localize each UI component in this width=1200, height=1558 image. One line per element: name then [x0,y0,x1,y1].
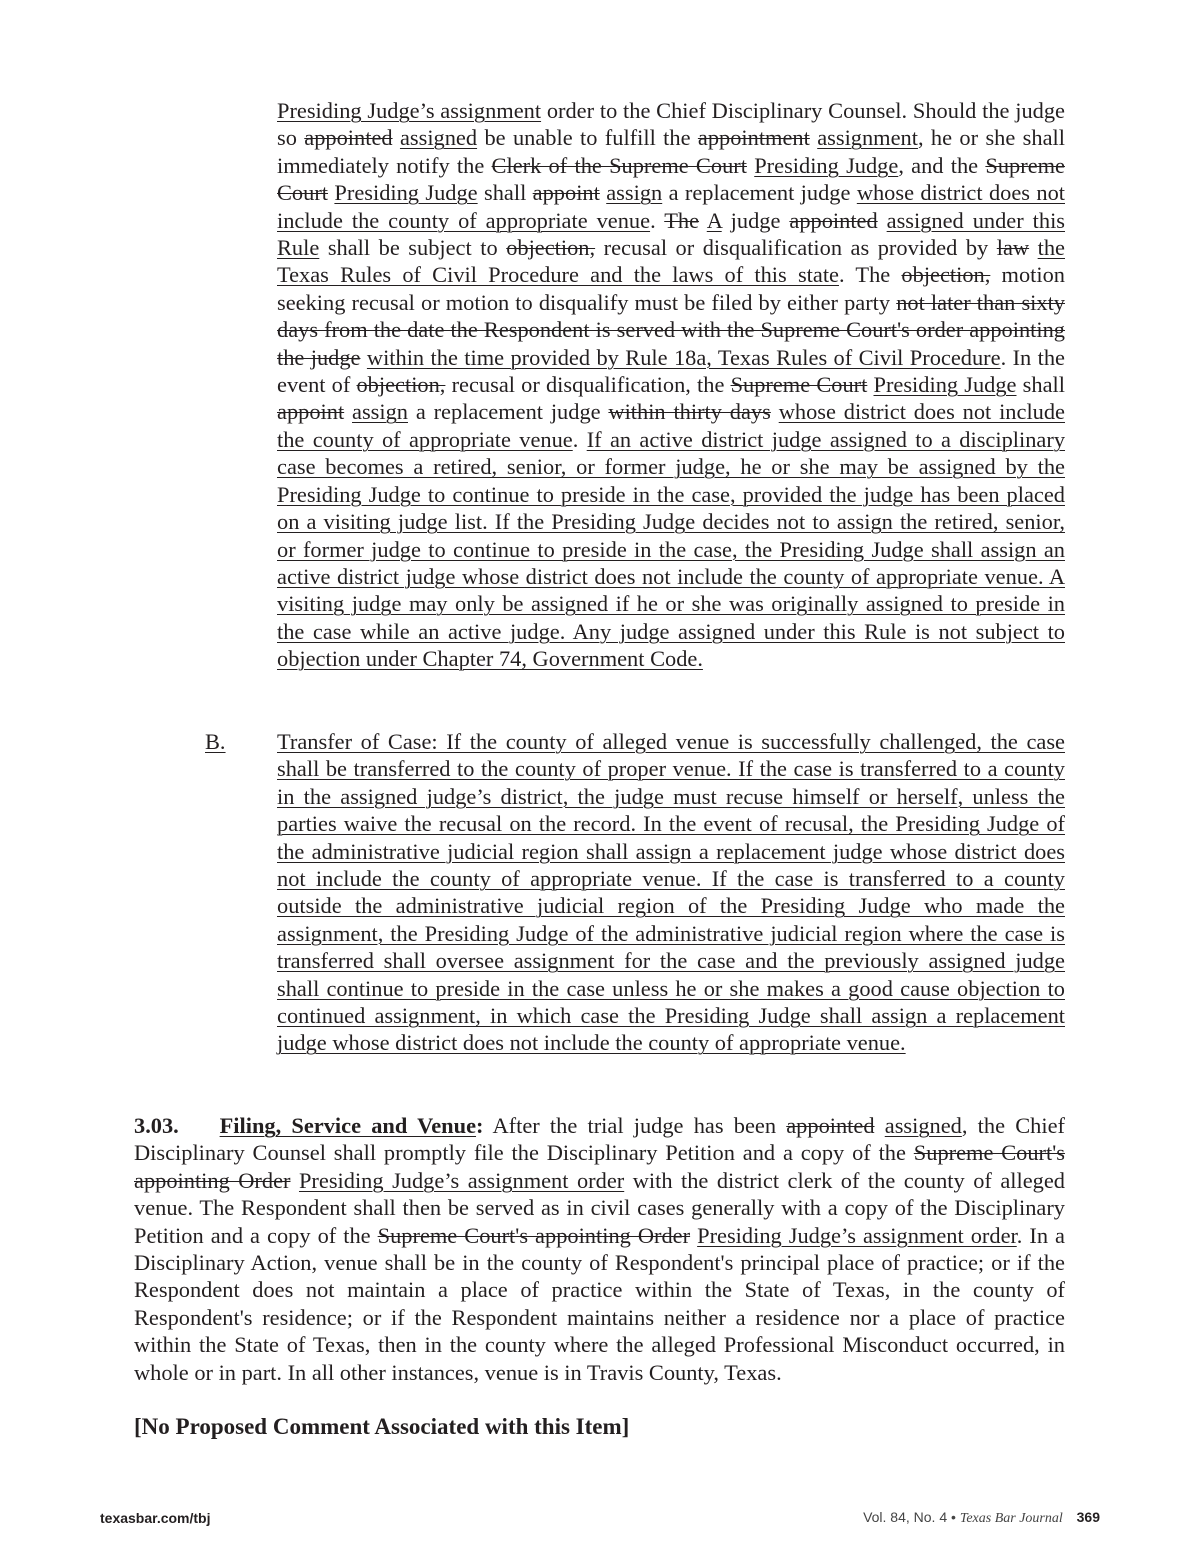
deleted-text: appointed [304,125,393,151]
deleted-text: Supreme Court's appointing Order [377,1222,691,1248]
deleted-text: Supreme Court [277,152,1065,206]
inserted-text: Presiding Judge [873,372,1017,398]
text-run [699,208,707,233]
deleted-text: appointment [697,125,810,151]
inserted-text: the Texas Rules of Civil Procedure and the laws of this state [277,235,1065,288]
text-run: judge [721,207,790,233]
inserted-text: whose district does not include the county of appropriate venue [277,399,1065,452]
text-run [393,125,400,150]
inserted-text: Presiding Judge [334,180,478,206]
inserted-text: If an active district judge assigned to a disciplinary case becomes a retired, senior, or former judge, he or she may be assigned by the Presiding Judge to continue to preside in the case, provided the judge has been placed on a visiting judge list. If the Presiding Judge decides not to assign the retired, senior, or former judge to continue to preside in the case, the Presiding Judge shall assign an active district judge whose district does not include the county of appropriate venue. A visiting judge may only be assigned if he or she was originally assigned to preside in the case while an active judge. Any judge assigned under this Rule is not subject to objection under Chapter 74, Government Code. [277,426,1066,672]
footer-bullet: • [951,1509,956,1525]
text-run: , and the [898,152,986,178]
text-run [290,1168,299,1193]
section-3-03-filing-service-venue [134,1112,1065,1386]
text-run: recusal or disqualification, the [445,372,731,398]
inserted-text: Presiding Judge’s assignment order [298,1167,625,1193]
text-run: a replacement judge [408,399,609,425]
text-run: After the trial judge has been [483,1113,787,1138]
deleted-text: appoint [277,399,345,425]
text-run: be unable to fulfill the [477,125,698,151]
text-run: shall [477,180,533,206]
inserted-text: assign [606,180,663,206]
text-run: . [650,207,665,233]
inserted-text: assignment [817,125,918,151]
footer-journal-info [863,1509,1100,1527]
footer-website: texasbar.com/tbj [100,1510,211,1526]
text-run [1029,235,1038,260]
inserted-text: within the time provided by Rule 18a, Texas Rules of Civil Procedure [366,344,1001,370]
text-run: 3.03. [134,1113,179,1138]
text-run: shall [1016,372,1065,398]
deleted-text: Clerk of the Supreme Court [491,152,747,178]
section-b-transfer-of-case: Transfer of Case: If the county of alleged venue is successfully challenged, the case shall be transferred to the county of proper venue. If the case is transferred to a county in the assigned judge’s district, the judge must recuse himself or herself, unless the parties waive the recusal on the record. In the event of recusal, the Presiding Judge of the administrative judicial region shall assign a replacement judge whose district does not include the county of appropriate venue. If the case is transferred to a county outside the administrative judicial region of the Presiding Judge who made the assignment, the Presiding Judge of the administrative judicial region where the case is transferred shall oversee assignment for the case and the previously assigned judge shall continue to preside in the case unless he or she makes a good cause objection to continued assignment, in which case the Presiding Judge shall assign a replacement judge whose district does not include the county of appropriate venue. [277,729,1065,1056]
text-run [771,399,779,424]
inserted-text: assigned under this Rule [277,207,1065,261]
inserted-text: A [706,207,722,233]
footer-journal-title: Texas Bar Journal [959,1511,1063,1526]
deleted-text: Supreme Court [730,372,868,398]
footer-page-number: 369 [1076,1509,1100,1525]
deleted-text: Supreme Court's appointing Order [134,1140,1065,1193]
deleted-text: within thirty days [608,399,771,425]
text-run: motion seeking recusal or motion to disqualify must be filed by either party [277,262,1065,315]
text-run: a replacement judge [662,180,857,206]
text-run: . The [838,262,902,288]
inserted-text: Filing, Service and Venue [219,1113,477,1138]
deleted-text: appointed [786,1113,875,1138]
deleted-text: law [996,235,1030,261]
text-run: order to the Chief Disciplinary Counsel. Should the judge so [277,98,1065,151]
inserted-text: Presiding Judge’s assignment [277,98,542,123]
text-run [344,399,352,424]
deleted-text: objection, [506,235,596,261]
text-run: . [572,426,587,452]
text-run [179,1113,220,1138]
text-run: . In the event of [277,344,1065,398]
deleted-text: objection, [901,262,991,288]
inserted-text: Presiding Judge’s assignment order [697,1222,1017,1248]
no-comment-note: [No Proposed Comment Associated with this Item] [134,1414,630,1439]
text-run: , the Chief Disciplinary Counsel shall promptly file the Disciplinary Petition and a copy of the [134,1113,1065,1166]
inserted-text: Presiding Judge [754,152,899,178]
inserted-text: assigned [399,125,478,151]
text-run: recusal or disqualification as provided by [595,235,997,261]
paragraph-3-02-continued [277,97,1065,673]
text-run [875,1113,885,1138]
text-run: shall be subject to [319,235,507,261]
text-run: : [476,1113,484,1138]
deleted-text: The [664,207,700,233]
deleted-text: appointed [789,207,878,233]
text-run: . In a Disciplinary Action, venue shall be in the county of Respondent's principal place of practice; or if the Respondent does not maintain a place of practice within the State of Texas, in the county of Respondent's residence; or if the Respondent maintains neither a residence nor a place of practice within the State of Texas, then in the county where the alleged Professional Misconduct occurred, in whole or in part. In all other instances, venue is in Travis County, Texas. [134,1222,1065,1385]
deleted-text: objection, [356,372,446,398]
inserted-text: assign [352,399,408,425]
deleted-text: not later than sixty days from the date the Respondent is served with the Supreme Court's order appointing the judge [277,289,1065,370]
inserted-text: whose district does not include the county of appropriate venue [277,180,1065,233]
section-b-label: B. [205,729,226,754]
text-run: with the district clerk of the county of alleged venue. The Respondent shall then be served as in civil cases generally with a copy of the Disciplinary Petition and a copy of the [134,1167,1065,1248]
deleted-text: appoint [532,180,600,206]
footer-volume: Vol. 84, No. 4 [863,1509,948,1525]
text-run: , he or she shall immediately notify the [277,125,1065,178]
text-run [878,208,887,233]
inserted-text: assigned [884,1113,962,1138]
